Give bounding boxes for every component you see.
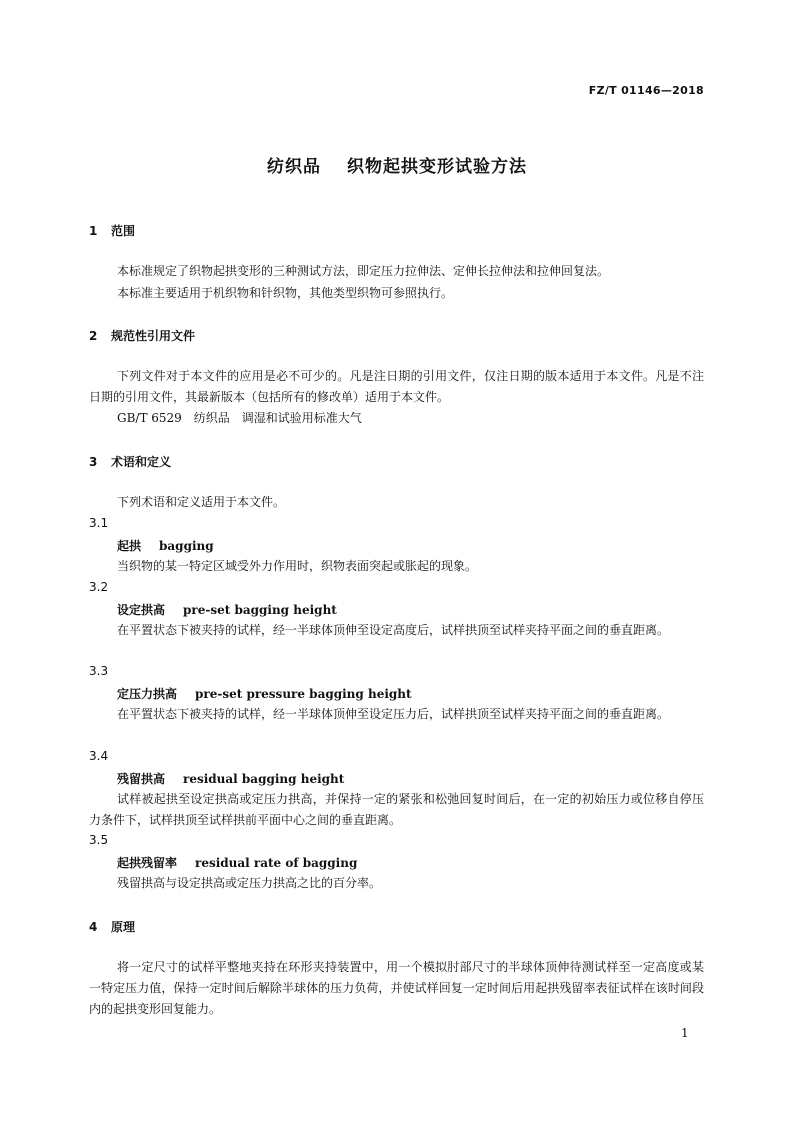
title-part-2: 织物起拱变形试验方法: [347, 157, 527, 177]
term-number: 3.3: [89, 664, 109, 678]
term-zh: 设定拱高: [117, 603, 166, 617]
term-zh: 残留拱高: [117, 772, 166, 786]
section-3-heading: [89, 453, 171, 470]
section-number: 2: [89, 329, 98, 343]
document-title: [0, 152, 794, 177]
term-zh: 起拱: [117, 539, 142, 553]
term-en: pre-set pressure bagging height: [195, 687, 412, 701]
term-en: residual rate of bagging: [195, 856, 358, 870]
term-title: [117, 537, 214, 554]
paragraph: 下列文件对于本文件的应用是必不可少的。凡是注日期的引用文件，仅注日期的版本适用于本文件。凡是不注日期的引用文件，其最新版本（包括所有的修改单）适用于本文件。: [89, 369, 704, 404]
term-definition: 当织物的某一特定区域受外力作用时，织物表面突起或胀起的现象。: [117, 559, 478, 573]
term-title: [117, 601, 337, 618]
term-definition: 残留拱高与设定拱高或定压力拱高之比的百分率。: [117, 876, 382, 890]
term-zh: 定压力拱高: [117, 687, 178, 701]
section-number: 3: [89, 455, 98, 469]
section-2-heading: [89, 327, 195, 344]
term-definition: 在平置状态下被夹持的试样，经一半球体顶伸至设定压力后，试样拱顶至试样夹持平面之间的垂直距离。: [117, 707, 670, 721]
term-number: 3.1: [89, 516, 109, 530]
term-en: residual bagging height: [183, 772, 345, 786]
term-number: 3.4: [89, 749, 109, 763]
section-number: 4: [89, 920, 98, 934]
section-title: 原理: [111, 920, 136, 934]
term-en: pre-set bagging height: [183, 603, 337, 617]
page-number: 1: [681, 1026, 689, 1040]
term-title: [117, 685, 412, 702]
term-title: [117, 854, 357, 871]
term-definition: 在平置状态下被夹持的试样，经一半球体顶伸至设定高度后，试样拱顶至试样夹持平面之间的垂直距离。: [117, 623, 670, 637]
standard-code: FZ/T 01146—2018: [588, 84, 704, 97]
term-zh: 起拱残留率: [117, 856, 178, 870]
term-number: 3.2: [89, 580, 109, 594]
paragraph: 本标准主要适用于机织物和针织物，其他类型织物可参照执行。: [117, 286, 454, 300]
section-title: 规范性引用文件: [111, 329, 196, 343]
section-title: 范围: [111, 224, 136, 238]
title-part-1: 纺织品: [267, 157, 321, 177]
normative-reference: GB/T 6529 纺织品 调湿和试验用标准大气: [117, 411, 362, 425]
section-title: 术语和定义: [111, 455, 172, 469]
term-definition: 试样被起拱至设定拱高或定压力拱高，并保持一定的紧张和松弛回复时间后，在一定的初始压力或位移自停压力条件下，试样拱顶至试样拱前平面中心之间的垂直距离。: [89, 792, 704, 827]
term-en: bagging: [159, 539, 214, 553]
paragraph: 本标准规定了织物起拱变形的三种测试方法，即定压力拉伸法、定伸长拉伸法和拉伸回复法。: [117, 264, 610, 278]
section-number: 1: [89, 224, 98, 238]
term-number: 3.5: [89, 833, 109, 847]
section-1-heading: [89, 222, 135, 239]
term-title: [117, 770, 344, 787]
section-4-heading: [89, 918, 135, 935]
paragraph: 将一定尺寸的试样平整地夹持在环形夹持装置中，用一个模拟肘部尺寸的半球体顶伸待测试样至一定高度或某一特定压力值，保持一定时间后解除半球体的压力负荷，并使试样回复一定时间后用起拱残留率表征试样在该时间段内的起拱变形回复能力。: [89, 960, 704, 1016]
paragraph: 下列术语和定义适用于本文件。: [117, 495, 286, 509]
